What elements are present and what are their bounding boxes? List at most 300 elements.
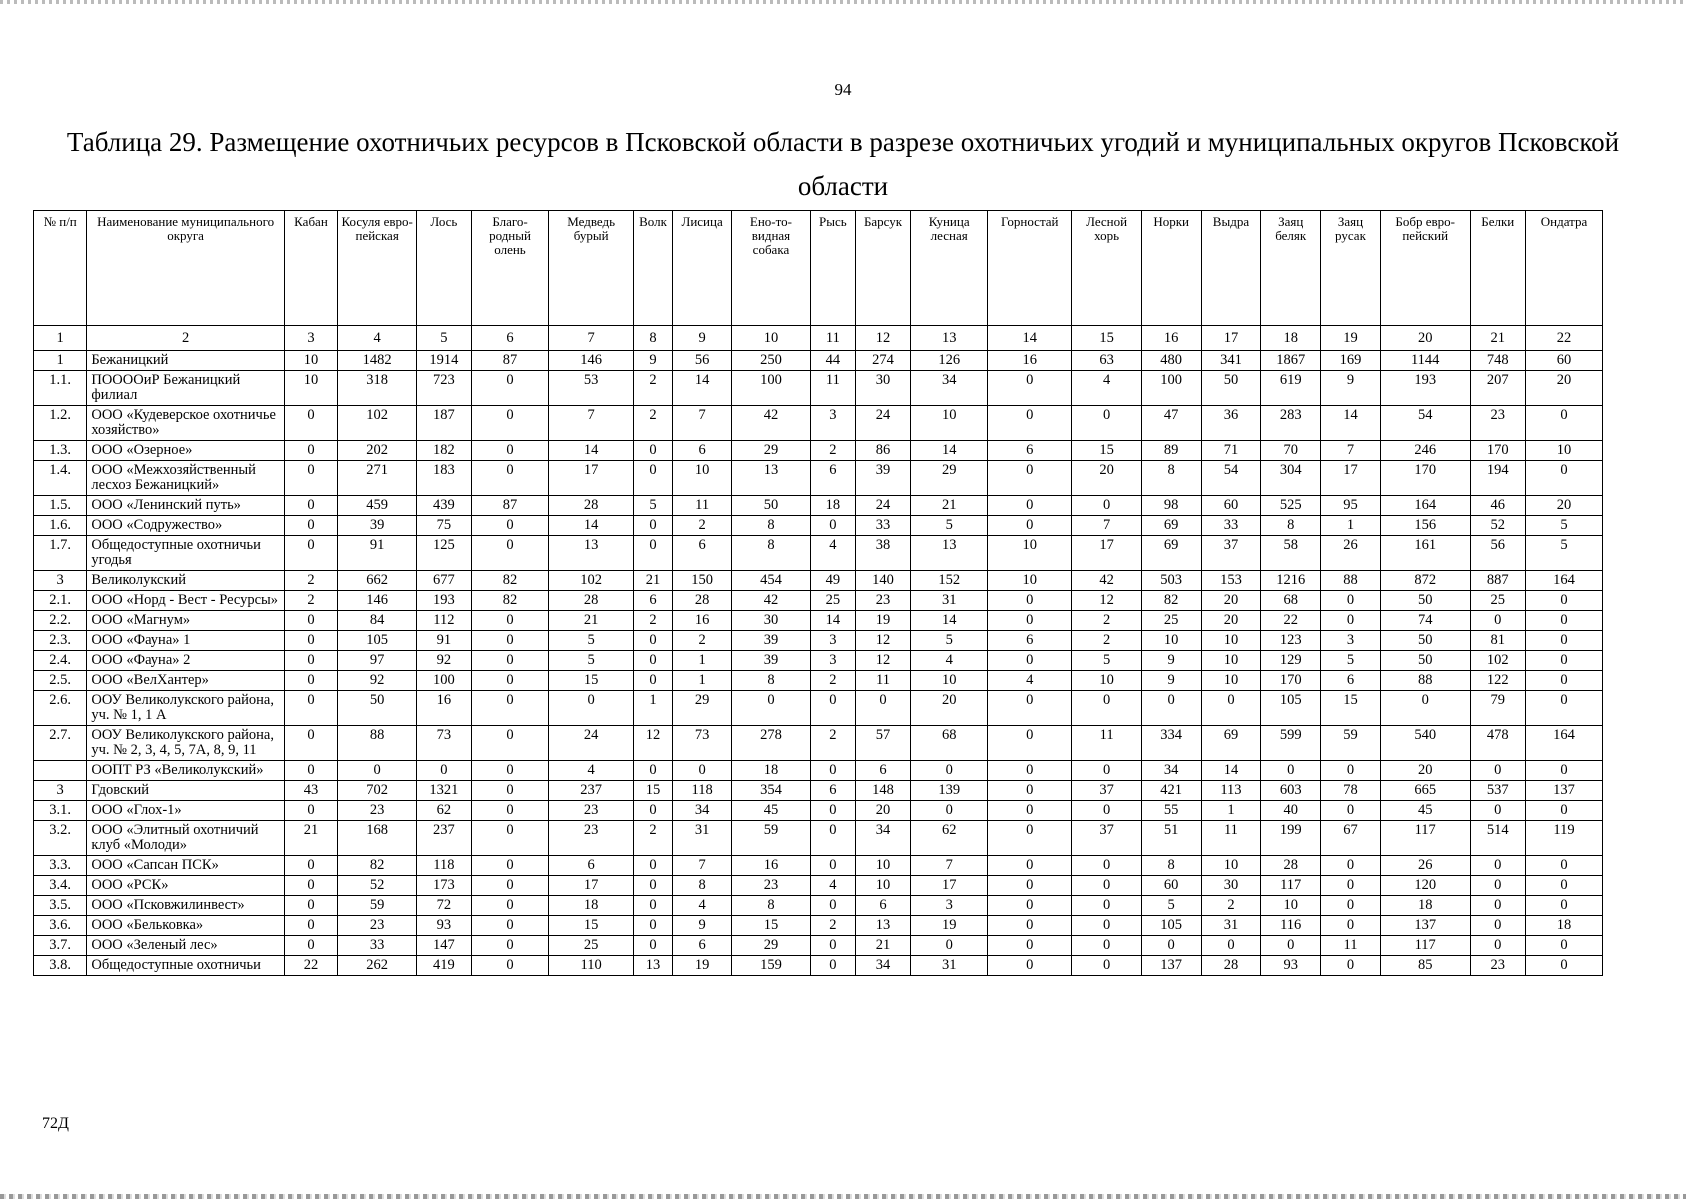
col-header: Волк (633, 211, 672, 326)
table-cell: 8 (731, 516, 810, 536)
table-cell: 33 (1201, 516, 1261, 536)
table-cell: 2.3. (34, 631, 87, 651)
table-cell: 170 (1470, 441, 1526, 461)
table-cell: 6 (988, 441, 1072, 461)
table-cell: 113 (1201, 781, 1261, 801)
table-cell: 0 (471, 461, 549, 496)
table-cell: 14 (549, 441, 633, 461)
table-cell: 2 (810, 726, 855, 761)
table-cell: 60 (1141, 876, 1201, 896)
table-cell: 4 (673, 896, 732, 916)
table-cell: 15 (633, 781, 672, 801)
table-cell: 12 (633, 726, 672, 761)
row-name-cell: ООО «Псковжилинвест» (87, 896, 284, 916)
table-cell: 23 (549, 821, 633, 856)
table-cell: 0 (810, 896, 855, 916)
table-cell: 88 (1321, 571, 1381, 591)
table-row (34, 611, 1603, 631)
table-cell: 13 (911, 326, 988, 351)
col-header: Заяц русак (1321, 211, 1381, 326)
table-cell: 170 (1380, 461, 1470, 496)
table-row (34, 896, 1603, 916)
table-cell: 53 (549, 371, 633, 406)
table-cell: 39 (731, 651, 810, 671)
row-name-cell: ООО «Глох-1» (87, 801, 284, 821)
table-cell: 599 (1261, 726, 1321, 761)
table-cell: 0 (471, 671, 549, 691)
table-cell: 207 (1470, 371, 1526, 406)
table-cell: 0 (471, 371, 549, 406)
table-cell: 173 (417, 876, 471, 896)
table-cell: 0 (988, 516, 1072, 536)
table-cell: 55 (1141, 801, 1201, 821)
table-cell: 1 (673, 671, 732, 691)
table-cell: 1216 (1261, 571, 1321, 591)
table-cell: 1482 (338, 351, 417, 371)
table-cell: 0 (1261, 936, 1321, 956)
table-cell: 59 (731, 821, 810, 856)
col-header: Косуля евро-пейская (338, 211, 417, 326)
table-cell: 2 (284, 571, 337, 591)
table-row (34, 441, 1603, 461)
row-name-cell: ООО «ВелХантер» (87, 671, 284, 691)
table-row (34, 801, 1603, 821)
table-cell: 0 (1526, 956, 1603, 976)
table-cell: 0 (1321, 611, 1381, 631)
table-cell: 0 (988, 761, 1072, 781)
table-cell: 1.6. (34, 516, 87, 536)
col-header: Выдра (1201, 211, 1261, 326)
table-cell: 0 (633, 441, 672, 461)
table-cell: 0 (1072, 856, 1141, 876)
table-cell: 0 (1526, 651, 1603, 671)
table-cell: 3.2. (34, 821, 87, 856)
table-cell: 0 (471, 856, 549, 876)
col-header: № п/п (34, 211, 87, 326)
table-cell: 39 (855, 461, 911, 496)
table-cell: 152 (911, 571, 988, 591)
table-cell: 91 (417, 631, 471, 651)
col-header: Горностай (988, 211, 1072, 326)
table-cell: 0 (1526, 591, 1603, 611)
table-cell: 0 (471, 691, 549, 726)
table-cell: 0 (810, 801, 855, 821)
table-cell: 34 (911, 371, 988, 406)
table-cell: 419 (417, 956, 471, 976)
table-cell: 1.7. (34, 536, 87, 571)
table-cell: 19 (855, 611, 911, 631)
table-cell: 3.8. (34, 956, 87, 976)
table-cell: 75 (417, 516, 471, 536)
table-cell: 0 (911, 936, 988, 956)
table-cell: 0 (471, 536, 549, 571)
col-header: Заяц беляк (1261, 211, 1321, 326)
table-cell: 6 (855, 896, 911, 916)
table-cell: 0 (471, 726, 549, 761)
table-cell: 0 (988, 936, 1072, 956)
table-cell: 0 (471, 651, 549, 671)
table-cell: 46 (1470, 496, 1526, 516)
table-cell: 0 (1526, 801, 1603, 821)
table-cell: 21 (284, 821, 337, 856)
table-cell: 0 (1141, 936, 1201, 956)
table-cell: 168 (338, 821, 417, 856)
col-header: Белки (1470, 211, 1526, 326)
table-cell: 0 (1141, 691, 1201, 726)
table-cell: 1321 (417, 781, 471, 801)
table-cell: 14 (673, 371, 732, 406)
table-cell: 19 (673, 956, 732, 976)
table-cell: 18 (549, 896, 633, 916)
table-cell: 33 (338, 936, 417, 956)
table-cell: 1 (633, 691, 672, 726)
row-name-cell: ООО «Элитный охотничий клуб «Молоди» (87, 821, 284, 856)
table-cell: 5 (549, 631, 633, 651)
table-cell: 0 (988, 821, 1072, 856)
table-cell: 503 (1141, 571, 1201, 591)
table-body (34, 326, 1603, 976)
table-cell: 0 (1321, 801, 1381, 821)
table-cell: 3 (284, 326, 337, 351)
table-cell: 29 (731, 936, 810, 956)
table-cell: 0 (471, 801, 549, 821)
table-cell: 20 (1380, 326, 1470, 351)
table-cell: 16 (673, 611, 732, 631)
table-cell: 6 (673, 536, 732, 571)
table-title: Таблица 29. Размещение охотничьих ресурсов в Псковской области в разрезе охотничьих угодий и муниципальных округов Псковской области (66, 127, 1620, 201)
table-cell: 6 (1321, 671, 1381, 691)
col-header: Куница лесная (911, 211, 988, 326)
table-cell: 1 (1201, 801, 1261, 821)
table-cell: 82 (471, 591, 549, 611)
col-header: Ондатра (1526, 211, 1603, 326)
table-row (34, 351, 1603, 371)
table-cell: 10 (855, 876, 911, 896)
table-row (34, 631, 1603, 651)
table-cell: 11 (855, 671, 911, 691)
row-name-cell: Бежаницкий (87, 351, 284, 371)
row-name-cell: ООО «Магнум» (87, 611, 284, 631)
table-cell: 86 (855, 441, 911, 461)
table-cell: 182 (417, 441, 471, 461)
table-cell: 0 (549, 691, 633, 726)
table-cell: 47 (1141, 406, 1201, 441)
table-cell: 56 (673, 351, 732, 371)
table-cell: 164 (1380, 496, 1470, 516)
table-cell: 148 (855, 781, 911, 801)
table-cell: 0 (810, 691, 855, 726)
row-name-cell: ООО «Фауна» 1 (87, 631, 284, 651)
table-cell: 0 (284, 671, 337, 691)
table-cell: 4 (810, 536, 855, 571)
table-cell: 480 (1141, 351, 1201, 371)
table-cell: 34 (673, 801, 732, 821)
table-cell: 354 (731, 781, 810, 801)
table-cell: 12 (1072, 591, 1141, 611)
table-cell: 5 (417, 326, 471, 351)
table-cell: 82 (338, 856, 417, 876)
table-cell: 14 (911, 441, 988, 461)
table-cell: 0 (471, 821, 549, 856)
table-cell: 0 (1072, 896, 1141, 916)
table-cell: 271 (338, 461, 417, 496)
table-cell: 50 (1380, 651, 1470, 671)
table-row (34, 691, 1603, 726)
table-cell: 59 (1321, 726, 1381, 761)
table-cell: 7 (549, 406, 633, 441)
table-cell: 2.6. (34, 691, 87, 726)
table-cell: 1.4. (34, 461, 87, 496)
table-cell: 3 (810, 651, 855, 671)
table-cell: 10 (1201, 671, 1261, 691)
table-cell: 20 (855, 801, 911, 821)
table-cell: 42 (1072, 571, 1141, 591)
table-cell: 459 (338, 496, 417, 516)
table-cell: 125 (417, 536, 471, 571)
col-header: Лесной хорь (1072, 211, 1141, 326)
table-cell: 105 (1261, 691, 1321, 726)
table-cell: 3 (810, 631, 855, 651)
table-cell: 26 (1321, 536, 1381, 571)
table-cell: 4 (988, 671, 1072, 691)
table-cell: 10 (855, 856, 911, 876)
table-cell: 21 (549, 611, 633, 631)
table-cell: 1.2. (34, 406, 87, 441)
table-cell: 183 (417, 461, 471, 496)
table-cell: 0 (1470, 856, 1526, 876)
table-cell: 69 (1201, 726, 1261, 761)
table-cell: 17 (1321, 461, 1381, 496)
table-cell: 0 (810, 956, 855, 976)
table-cell: 164 (1526, 726, 1603, 761)
table-cell: 50 (1380, 591, 1470, 611)
col-header: Лисица (673, 211, 732, 326)
table-cell: 1144 (1380, 351, 1470, 371)
table-cell: 0 (988, 856, 1072, 876)
table-cell: 164 (1526, 571, 1603, 591)
table-cell: 118 (673, 781, 732, 801)
table-cell: 0 (633, 896, 672, 916)
table-cell: 12 (855, 651, 911, 671)
table-cell: 123 (1261, 631, 1321, 651)
table-cell: 9 (673, 916, 732, 936)
table-cell: 0 (471, 631, 549, 651)
table-cell: 194 (1470, 461, 1526, 496)
table-cell: 0 (1321, 591, 1381, 611)
table-cell: 0 (633, 631, 672, 651)
table-cell: 0 (471, 406, 549, 441)
table-cell: 748 (1470, 351, 1526, 371)
table-cell: 8 (673, 876, 732, 896)
table-cell: 10 (988, 536, 1072, 571)
table-cell: 0 (1526, 761, 1603, 781)
table-cell: 0 (1072, 801, 1141, 821)
row-name-cell: ООО «Озерное» (87, 441, 284, 461)
table-cell: 0 (284, 691, 337, 726)
table-cell: 10 (911, 671, 988, 691)
table-cell: 88 (1380, 671, 1470, 691)
table-cell: 0 (633, 916, 672, 936)
table-cell: 18 (810, 496, 855, 516)
table-cell: 3 (1321, 631, 1381, 651)
table-cell: 14 (911, 611, 988, 631)
table-cell: 16 (1141, 326, 1201, 351)
table-cell: 274 (855, 351, 911, 371)
table-cell: 22 (1526, 326, 1603, 351)
table-cell: 29 (911, 461, 988, 496)
table-row (34, 496, 1603, 516)
table-cell: 170 (1261, 671, 1321, 691)
col-header: Ено-то-видная собака (731, 211, 810, 326)
table-cell: 0 (338, 761, 417, 781)
table-cell: 20 (1072, 461, 1141, 496)
table-cell: 10 (1261, 896, 1321, 916)
table-cell: 28 (549, 591, 633, 611)
table-cell: 22 (284, 956, 337, 976)
table-cell: 4 (911, 651, 988, 671)
table-cell: 100 (1141, 371, 1201, 406)
table-cell: 5 (1526, 516, 1603, 536)
table-cell: 3.7. (34, 936, 87, 956)
table-cell: 11 (810, 326, 855, 351)
table-cell: 15 (549, 916, 633, 936)
table-cell: 23 (338, 801, 417, 821)
table-cell: 129 (1261, 651, 1321, 671)
table-cell: 0 (284, 801, 337, 821)
table-cell: 126 (911, 351, 988, 371)
table-cell: 0 (731, 691, 810, 726)
table-cell: 49 (810, 571, 855, 591)
table-cell: 58 (1261, 536, 1321, 571)
table-cell: 20 (1526, 496, 1603, 516)
table-row (34, 591, 1603, 611)
table-cell: 1 (34, 351, 87, 371)
footer-mark: 72Д (42, 1115, 69, 1132)
table-cell: 0 (988, 406, 1072, 441)
table-cell: 262 (338, 956, 417, 976)
col-header: Лось (417, 211, 471, 326)
row-name-cell: ООО «Бельковка» (87, 916, 284, 936)
table-cell: 119 (1526, 821, 1603, 856)
table-cell: 0 (988, 781, 1072, 801)
table-cell: 0 (1321, 856, 1381, 876)
table-cell: 57 (855, 726, 911, 761)
table-cell: 13 (633, 956, 672, 976)
row-name-cell: Общедоступные охотничьи (87, 956, 284, 976)
table-cell: 0 (1526, 896, 1603, 916)
table-cell: 4 (338, 326, 417, 351)
table-cell: 0 (1470, 916, 1526, 936)
table-cell: 0 (633, 876, 672, 896)
table-cell: 51 (1141, 821, 1201, 856)
table-cell: 139 (911, 781, 988, 801)
table-cell: 140 (855, 571, 911, 591)
table-cell: 120 (1380, 876, 1470, 896)
table-cell: 44 (810, 351, 855, 371)
table-cell: 278 (731, 726, 810, 761)
table-cell: 1867 (1261, 351, 1321, 371)
table-cell: 147 (417, 936, 471, 956)
table-cell: 21 (911, 496, 988, 516)
table-cell: 0 (1072, 761, 1141, 781)
table-cell: 0 (1321, 916, 1381, 936)
page-number: 94 (834, 80, 852, 99)
table-cell: 9 (1141, 671, 1201, 691)
table-cell: 0 (810, 761, 855, 781)
table-cell: 14 (1321, 406, 1381, 441)
table-cell: 15 (549, 671, 633, 691)
row-name-cell: ООО «Фауна» 2 (87, 651, 284, 671)
table-cell: 39 (338, 516, 417, 536)
table-cell: 9 (633, 351, 672, 371)
table-cell: 97 (338, 651, 417, 671)
table-cell: 17 (549, 876, 633, 896)
table-cell: 8 (731, 896, 810, 916)
table-cell: 246 (1380, 441, 1470, 461)
table-cell: 619 (1261, 371, 1321, 406)
table-cell: 2 (633, 406, 672, 441)
table-cell: 82 (1141, 591, 1201, 611)
row-name-cell: ООУ Великолукского района, уч. № 1, 1 А (87, 691, 284, 726)
table-cell: 60 (1201, 496, 1261, 516)
table-cell: 10 (1201, 631, 1261, 651)
table-cell: 0 (417, 761, 471, 781)
table-cell: 1.1. (34, 371, 87, 406)
table-cell: 0 (1526, 611, 1603, 631)
table-cell: 37 (1072, 781, 1141, 801)
table-cell: 193 (417, 591, 471, 611)
table-cell: 45 (731, 801, 810, 821)
table-cell: 0 (1072, 956, 1141, 976)
table-cell: 10 (284, 351, 337, 371)
wildlife-table (33, 210, 1603, 976)
table-cell: 202 (338, 441, 417, 461)
table-cell: 3.1. (34, 801, 87, 821)
table-cell: 74 (1380, 611, 1470, 631)
table-cell: 92 (338, 671, 417, 691)
table-cell: 31 (911, 591, 988, 611)
table-cell: 0 (471, 936, 549, 956)
table-cell: 0 (284, 916, 337, 936)
table-cell: 2 (1072, 631, 1141, 651)
table-cell: 0 (988, 496, 1072, 516)
table-cell: 159 (731, 956, 810, 976)
table-cell: 12 (855, 326, 911, 351)
table-cell: 0 (284, 726, 337, 761)
table-cell: 4 (810, 876, 855, 896)
table-cell: 193 (1380, 371, 1470, 406)
table-cell: 20 (1201, 591, 1261, 611)
table-cell: 0 (1201, 691, 1261, 726)
table-cell: 25 (810, 591, 855, 611)
table-cell: 0 (1261, 761, 1321, 781)
table-cell: 24 (855, 496, 911, 516)
table-cell: 116 (1261, 916, 1321, 936)
table-cell: 8 (633, 326, 672, 351)
table-cell: 102 (549, 571, 633, 591)
row-name-cell: ПОООOиР Бежаницкий филиал (87, 371, 284, 406)
table-cell: 150 (673, 571, 732, 591)
row-name-cell: ООО «Межхозяйственный лесхоз Бежаницкий» (87, 461, 284, 496)
table-cell: 31 (911, 956, 988, 976)
table-cell: 15 (1072, 326, 1141, 351)
table-cell: 677 (417, 571, 471, 591)
table-cell: 454 (731, 571, 810, 591)
table-row (34, 536, 1603, 571)
table-cell: 8 (1261, 516, 1321, 536)
table-cell: 16 (417, 691, 471, 726)
table-cell: 0 (988, 896, 1072, 916)
